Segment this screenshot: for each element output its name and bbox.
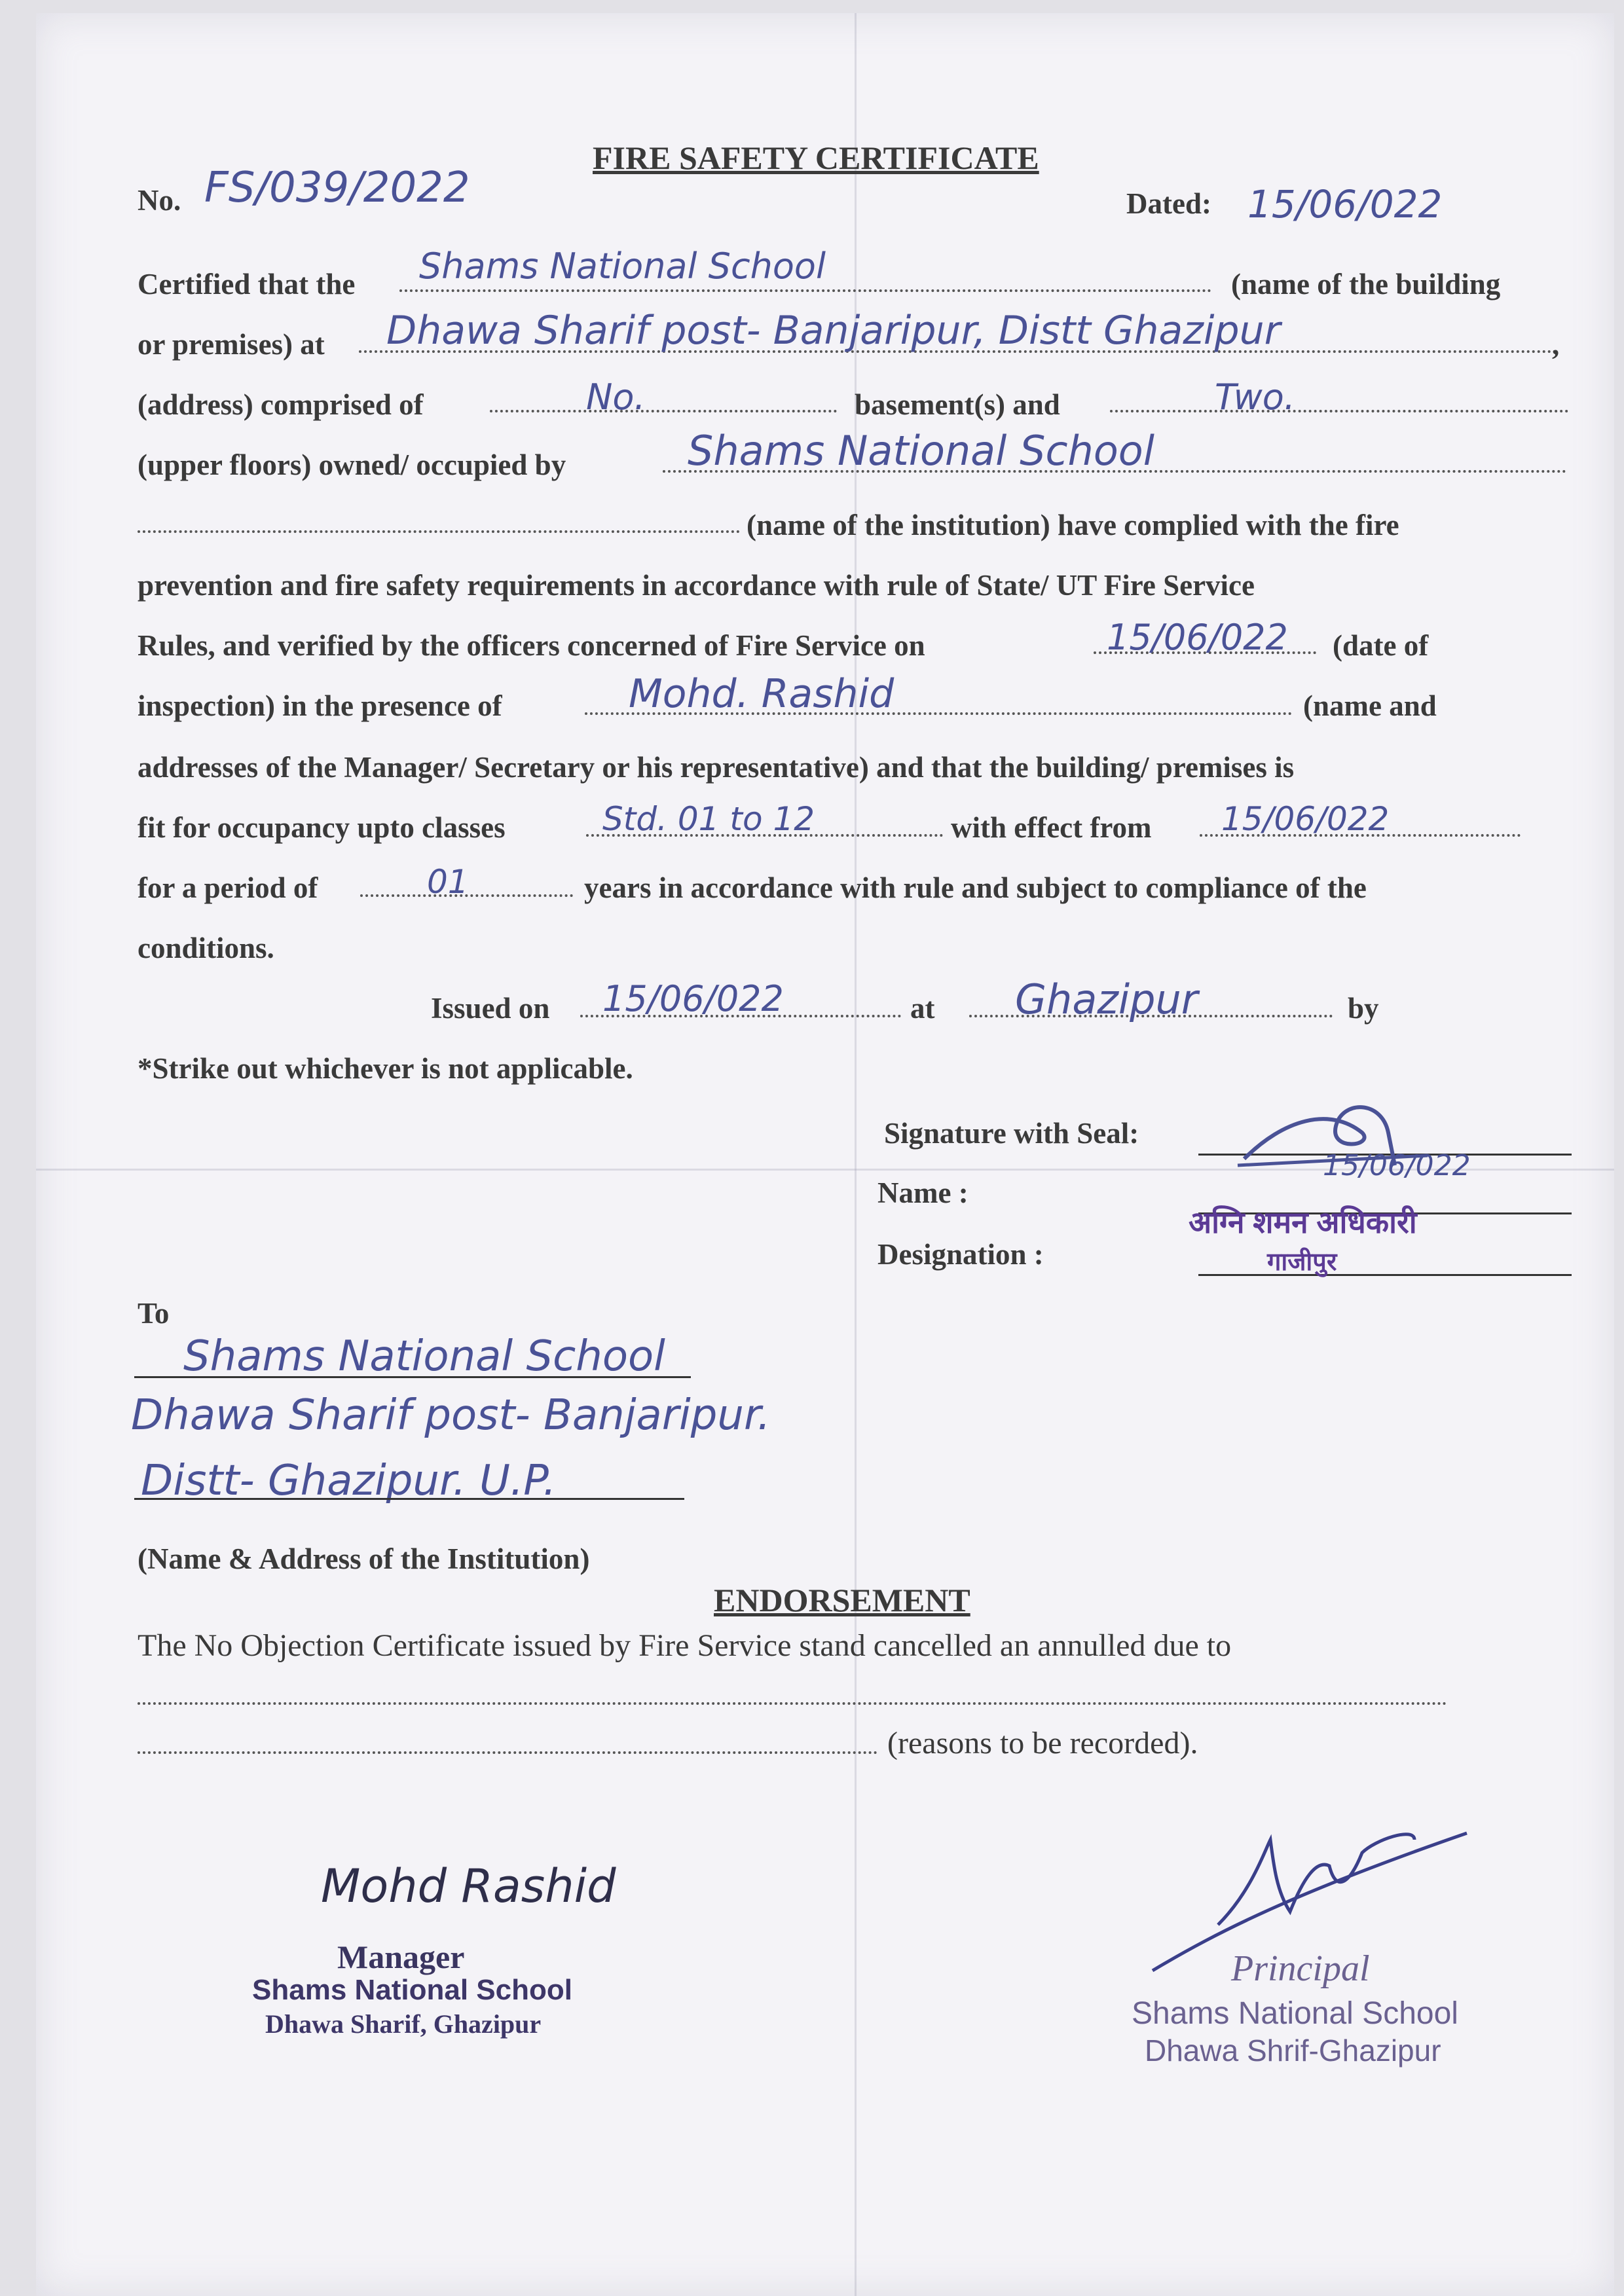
officer-sign-date: 15/06/022 [1323,1149,1471,1182]
stamp-line1: अग्नि शमन अधिकारी [1189,1205,1417,1239]
line1-end: (name of the building [1231,268,1501,301]
line11-end: years in accordance with rule and subject to compliance of the [584,871,1367,904]
fold-crease-vertical [855,13,857,2296]
premises-address: Dhawa Sharif post- Banjaripur, Distt Ghazipur [386,308,1281,354]
manager-title: Manager [337,1939,465,1975]
at-label: at [910,992,935,1025]
line5-dots [138,530,740,533]
classes-range: Std. 01 to 12 [602,800,815,838]
name-label: Name : [877,1176,969,1209]
by-label: by [1348,992,1379,1025]
line2-end: , [1552,328,1560,361]
certificate-number: FS/039/2022 [204,164,470,212]
to-line1: Shams National School [183,1332,665,1381]
to-underline1 [134,1376,691,1378]
inspection-date: 15/06/022 [1107,617,1288,658]
to-line2: Dhawa Sharif post- Banjaripur. [131,1391,771,1440]
line5-text: (name of the institution) have complied with the fire [747,509,1399,541]
signature-label: Signature with Seal: [884,1117,1139,1150]
line7-end: (date of [1333,629,1429,662]
line4-text: (upper floors) owned/ occupied by [138,448,566,481]
dated-label: Dated: [1126,187,1211,220]
certificate-title: FIRE SAFETY CERTIFICATE [593,139,1039,176]
principal-school: Shams National School [1132,1996,1458,2031]
upper-floors-count: Two. [1215,376,1295,418]
issued-date: 15/06/022 [602,978,784,1019]
line2-text: or premises) at [138,328,325,361]
endorsement-dots2 [138,1751,877,1754]
line9-text: addresses of the Manager/ Secretary or his representative) and that the building/ premises is [138,751,1295,784]
effective-date: 15/06/022 [1221,800,1390,838]
line3-dots2 [1110,410,1568,412]
institution-caption: (Name & Address of the Institution) [138,1542,590,1575]
strike-note: *Strike out whichever is not applicable. [138,1052,633,1085]
to-label: To [138,1297,170,1330]
dated-value: 15/06/022 [1247,182,1443,227]
endorsement-title: ENDORSEMENT [714,1582,970,1618]
line1-text: Certified that the [138,268,356,301]
line7-text: Rules, and verified by the officers concerned of Fire Service on [138,629,925,662]
line3-dots1 [490,410,837,412]
endorsement-text: The No Objection Certificate issued by Fire Service stand cancelled an annulled due to [138,1628,1232,1663]
line1-dots [399,289,1211,292]
line3-mid: basement(s) and [855,388,1060,421]
manager-school: Shams National School [252,1974,572,2006]
occupant-name: Shams National School [688,427,1154,475]
representative-name: Mohd. Rashid [629,671,895,717]
building-name: Shams National School [419,246,826,287]
principal-title: Principal [1231,1948,1370,1989]
line8-end: (name and [1303,689,1437,722]
manager-address: Dhawa Sharif, Ghazipur [265,2009,542,2039]
line10-text: fit for occupancy upto classes [138,811,506,844]
principal-address: Dhawa Shrif-Ghazipur [1145,2033,1441,2068]
designation-label: Designation : [877,1238,1044,1271]
line10-mid: with effect from [951,811,1152,844]
to-underline3 [134,1498,684,1500]
basements-count: No. [586,376,646,418]
designation-line [1198,1274,1572,1276]
line6-text: prevention and fire safety requirements in accordance with rule of State/ UT Fire Service [138,569,1255,602]
line3-text: (address) comprised of [138,388,424,421]
endorsement-dots1 [138,1702,1447,1705]
stamp-line2: गाजीपुर [1267,1248,1337,1276]
to-line3: Distt- Ghazipur. U.P. [141,1457,557,1505]
number-label: No. [138,184,181,217]
issued-place: Ghazipur [1015,975,1198,1023]
manager-signature: Mohd Rashid [321,1859,616,1913]
line8-text: inspection) in the presence of [138,689,502,722]
period-years: 01 [427,863,469,901]
line11-text: for a period of [138,871,318,904]
issued-label: Issued on [431,992,550,1025]
reasons-text: (reasons to be recorded). [887,1726,1198,1760]
line12-text: conditions. [138,932,274,964]
